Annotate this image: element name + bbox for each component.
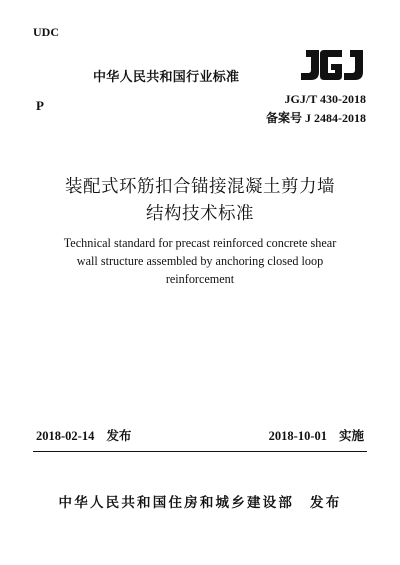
issuer-name: 中华人民共和国住房和城乡建设部 xyxy=(58,495,295,511)
issuer-action: 发布 xyxy=(310,495,342,511)
issuer-top-heading: 中华人民共和国行业标准 xyxy=(93,70,240,85)
issuer-bottom-row xyxy=(0,491,400,511)
standard-number: JGJ/T 430-2018 xyxy=(284,92,366,106)
issue-date-row xyxy=(36,426,131,444)
title-zh-line2: 结构技术标准 xyxy=(146,204,254,224)
p-classification: P xyxy=(36,98,44,113)
record-number: 备案号 J 2484-2018 xyxy=(266,111,366,125)
issue-date: 2018-02-14 xyxy=(36,429,95,443)
title-en-line1: Technical standard for precast reinforced concrete shear xyxy=(63,236,337,250)
title-zh-line1: 装配式环筋扣合锚接混凝土剪力墙 xyxy=(65,177,335,197)
issue-label: 发布 xyxy=(106,429,132,443)
title-en-line2: wall structure assembled by anchoring closed loop xyxy=(76,254,324,268)
implement-date-row xyxy=(269,426,364,444)
implement-label: 实施 xyxy=(338,429,364,443)
jgj-logo xyxy=(298,44,364,84)
title-en-line3: reinforcement xyxy=(165,272,235,286)
divider-rule xyxy=(33,451,367,452)
implement-date: 2018-10-01 xyxy=(268,429,327,443)
udc-label: UDC xyxy=(33,25,59,39)
